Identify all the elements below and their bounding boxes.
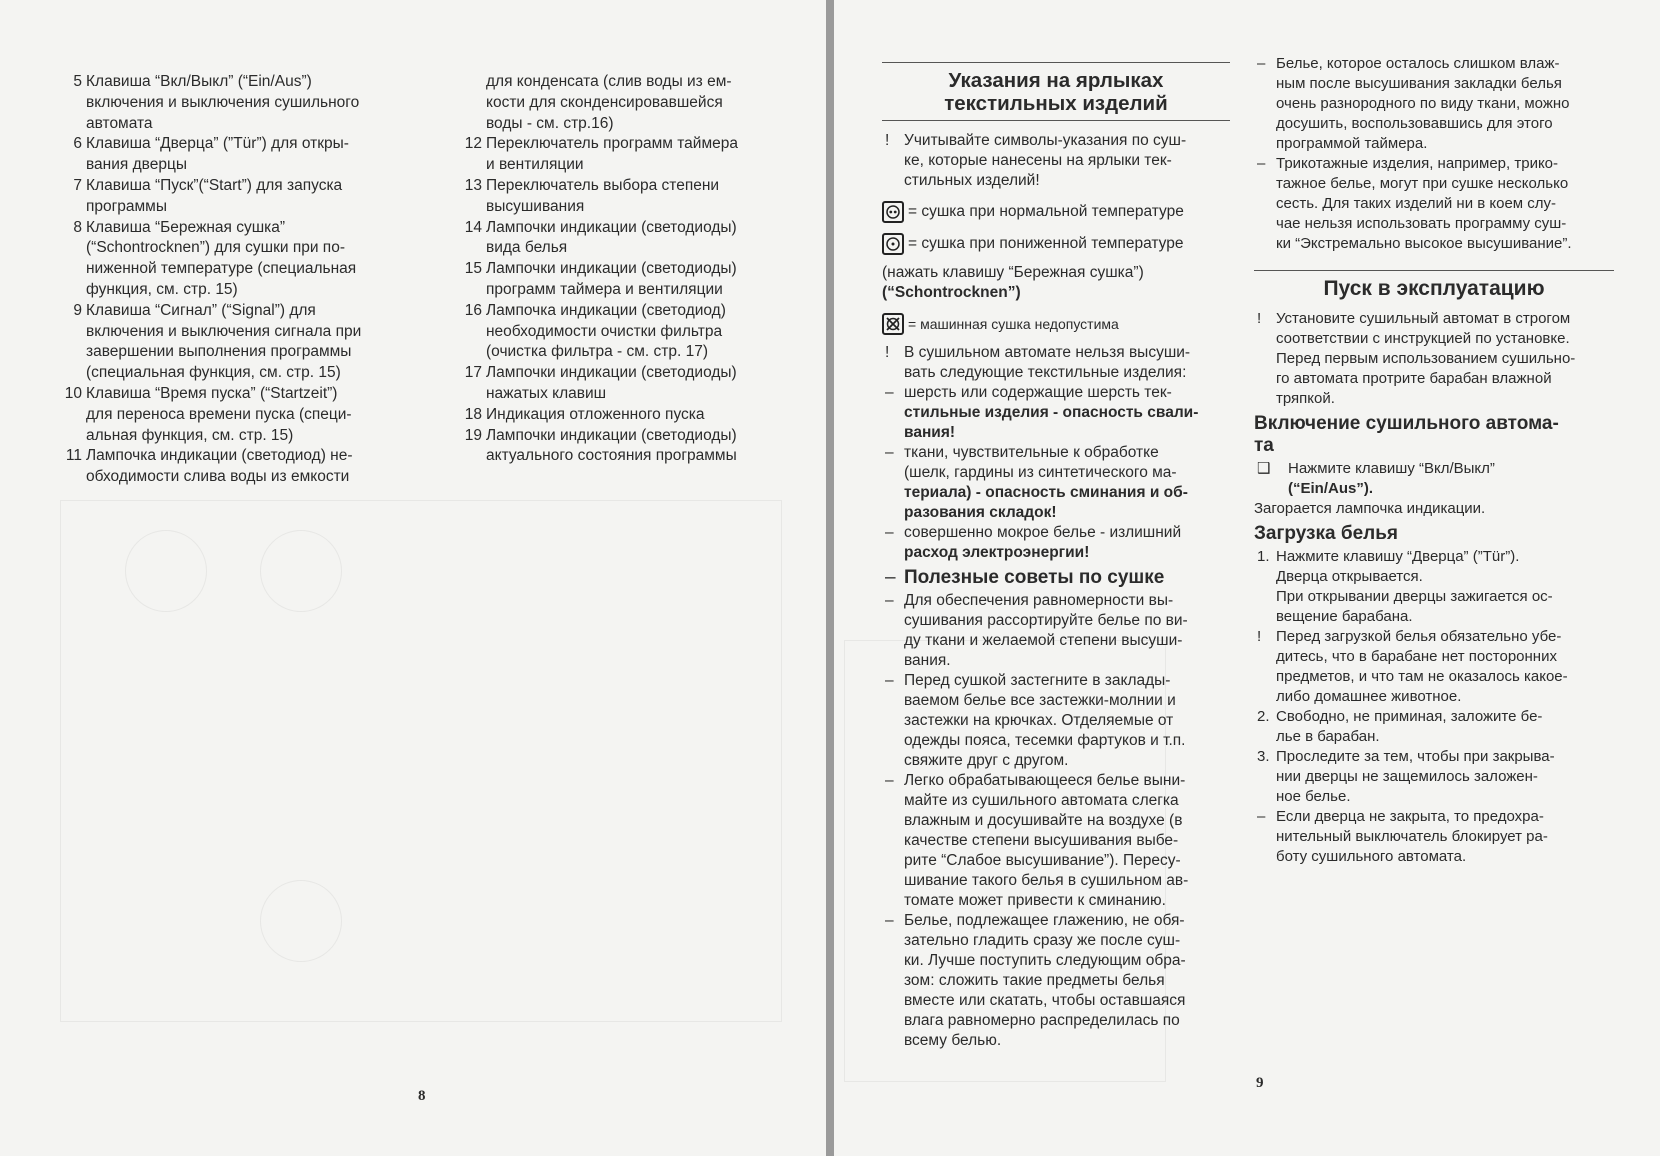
warning-silk: – ткани, чувствительные к обработке (шелк, гардины из синтетического ма- териала) - опасность сминания и об- разования складок! [885, 444, 1188, 521]
legend-item-8: 8 Клавиша “Бережная сушка” (“Schontrocknen”) для сушки при по- ниженной температуре (специальная функция, см. стр. 15) [73, 218, 357, 298]
page-number-left: 8 [418, 1088, 426, 1104]
loading-door-warning: – Если дверца не закрыта, то предохра- нительный выключатель блокирует ра- боту сушильного автомата. [1257, 808, 1548, 865]
symbol-low-temp-note: (нажать клавишу “Бережная сушка”) (“Schontrocknen”) [882, 264, 1144, 301]
show-through-knob [125, 530, 207, 612]
symbol-normal-temp: = сушка при нормальной температуре [882, 201, 1230, 223]
legend-item-16: 16 Лампочка индикации (светодиод) необходимости очистки фильтра (очистка фильтра - см. стр. 17) [464, 301, 726, 361]
page-number-right: 9 [1256, 1075, 1264, 1091]
tip-ironing: – Белье, подлежащее глажению, не обя- зательно гладить сразу же после суш- ки. Лучше поступить следующим обра- зом: сложить такие предметы белья вместе или скатать, чтобы оставшаяся влага равномерно распределилась по всему белью. [885, 912, 1186, 1049]
labels-note: ! Учитывайте символы-указания по суш- ке, которые нанесены на ярлыки тек- стильных изделий! [885, 132, 1187, 189]
legend-item-19: 19 Лампочки индикации (светодиоды) актуального состояния программы [464, 426, 737, 465]
legend-item-13: 13 Переключатель выбора степени высушивания [464, 176, 720, 215]
legend-item-6: 6 Клавиша “Дверца” (”Tür”) для откры- вания дверцы [73, 135, 349, 174]
start-up-heading: Пуск в эксплуатацию [1254, 270, 1614, 301]
legend-item-12: 12 Переключатель программ таймера и вентиляции [464, 135, 738, 174]
legend-item-17: 17 Лампочки индикации (светодиоды) нажатых клавиш [464, 364, 737, 402]
loading-step-3: 3. Проследите за тем, чтобы при закрыва- нии дверцы не защемилось заложен- ное белье. [1257, 748, 1555, 805]
switch-on-step: ❑ Нажмите клавишу “Вкл/Выкл” (“Ein/Aus”). [1257, 460, 1495, 497]
legend-item-11-continued: для конденсата (слив воды из ем- кости для сконденсировавшейся воды - см. стр.16) [486, 73, 732, 132]
textile-labels-heading: Указания на ярлыках текстильных изделий [882, 62, 1230, 121]
show-through-knob [260, 530, 342, 612]
legend-item-18: 18 Индикация отложенного пуска [464, 405, 705, 423]
loading-step-1: 1. Нажмите клавишу “Дверца” (”Tür”). Дверца открывается. При открывании дверцы зажигается ос- вещение барабана. [1257, 548, 1553, 625]
legend-item-15: 15 Лампочки индикации (светодиоды) программ таймера и вентиляции [464, 260, 737, 298]
dryer-one-dot-icon [882, 233, 904, 255]
warning-wool: – шерсть или содержащие шерсть тек- стильные изделия - опасность свали- вания! [885, 384, 1199, 441]
legend-list-right [458, 72, 784, 467]
tip-zippers: – Перед сушкой застегните в заклады- ваемом белье все застежки-молнии и застежки на крючках. Отделяемые от одежды пояса, тесемки фартуков и т.п. свяжите друг с другом. [885, 672, 1186, 769]
loading-step-2: 2. Свободно, не приминая, заложите бе- лье в барабан. [1257, 708, 1543, 745]
legend-item-9: 9 Клавиша “Сигнал” (“Signal”) для включения и выключения сигнала при завершении выполнения программы (специальная функция, см. стр. 15) [73, 301, 362, 382]
crossed-dryer-icon [882, 313, 904, 335]
warning-wet: – совершенно мокрое белье - излишний расход электроэнергии! [885, 524, 1182, 561]
switch-on-result: Загорается лампочка индикации. [1254, 500, 1486, 517]
symbol-no-machine-dry: = машинная сушка недопустима [882, 313, 1230, 335]
legend-list-left [58, 72, 411, 488]
loading-note: ! Перед загрузкой белья обязательно убе- дитесь, что в барабане нет посторонних предметов, и что там не оказалось какое- либо домашнее животное. [1257, 628, 1568, 705]
right-column-1 [882, 62, 1230, 1051]
legend-item-14: 14 Лампочки индикации (светодиоды) вида белья [464, 218, 737, 257]
symbol-low-temp: = сушка при пониженной температуре [882, 233, 1230, 255]
legend-item-10: 10 Клавиша “Время пуска” (“Startzeit”) для переноса времени пуска (специ- альная функция, см. стр. 15) [64, 384, 352, 444]
left-page [0, 0, 826, 1156]
right-page [834, 0, 1660, 1156]
forbidden-textiles-note: ! В сушильном автомате нельзя высуши- вать следующие текстильные изделия: [885, 344, 1191, 381]
show-through-knob [260, 880, 342, 962]
tips-heading: – Полезные советы по сушке [885, 567, 1165, 588]
switch-on-heading: Включение сушильного автома- та [1254, 413, 1559, 456]
legend-item-7: 7 Клавиша “Пуск”(“Start”) для запуска программы [73, 176, 343, 215]
legend-item-5: 5 Клавиша “Вкл/Выкл” (“Ein/Aus”) включения и выключения сушильного автомата [73, 73, 360, 132]
right-column-2 [1254, 54, 1614, 867]
checkbox-bullet-icon: ❑ [1257, 460, 1271, 477]
legend-item-11: 11 Лампочка индикации (светодиод) не- обходимости слива воды из емкости [65, 447, 353, 486]
tip-knitwear: – Трикотажные изделия, например, трико- тажное белье, могут при сушке несколько сесть. Для таких изделий ни в коем слу- чае нельзя использовать программу суш- ки “Экстремально высокое высушивание”. [1257, 155, 1572, 252]
binding-gutter [826, 0, 834, 1156]
dryer-two-dots-icon [882, 201, 904, 223]
loading-heading: Загрузка белья [1254, 523, 1398, 544]
tip-easy-care: – Легко обрабатывающееся белье выни- майте из сушильного автомата слегка влажным и досушивайте на воздухе (в качестве степени высушивания выбе- рите “Слабое высушивание”). Пересу- шивание такого белья в сушильном ав- томате может привести к сминанию. [885, 772, 1189, 909]
tip-damp-laundry: – Белье, которое осталось слишком влаж- ным после высушивания закладки белья очень разнородного по виду ткани, можно досушить, воспользовавшись для этого программой таймера. [1257, 55, 1570, 152]
start-up-note: ! Установите сушильный автомат в строгом соответствии с инструкцией по установке. Перед первым использованием сушильно- го автомата протрите барабан влажной тряпкой. [1257, 310, 1576, 407]
tip-sort: – Для обеспечения равномерности вы- сушивания рассортируйте белье по ви- ду ткани и желаемой степени высуши- вания. [885, 592, 1188, 669]
